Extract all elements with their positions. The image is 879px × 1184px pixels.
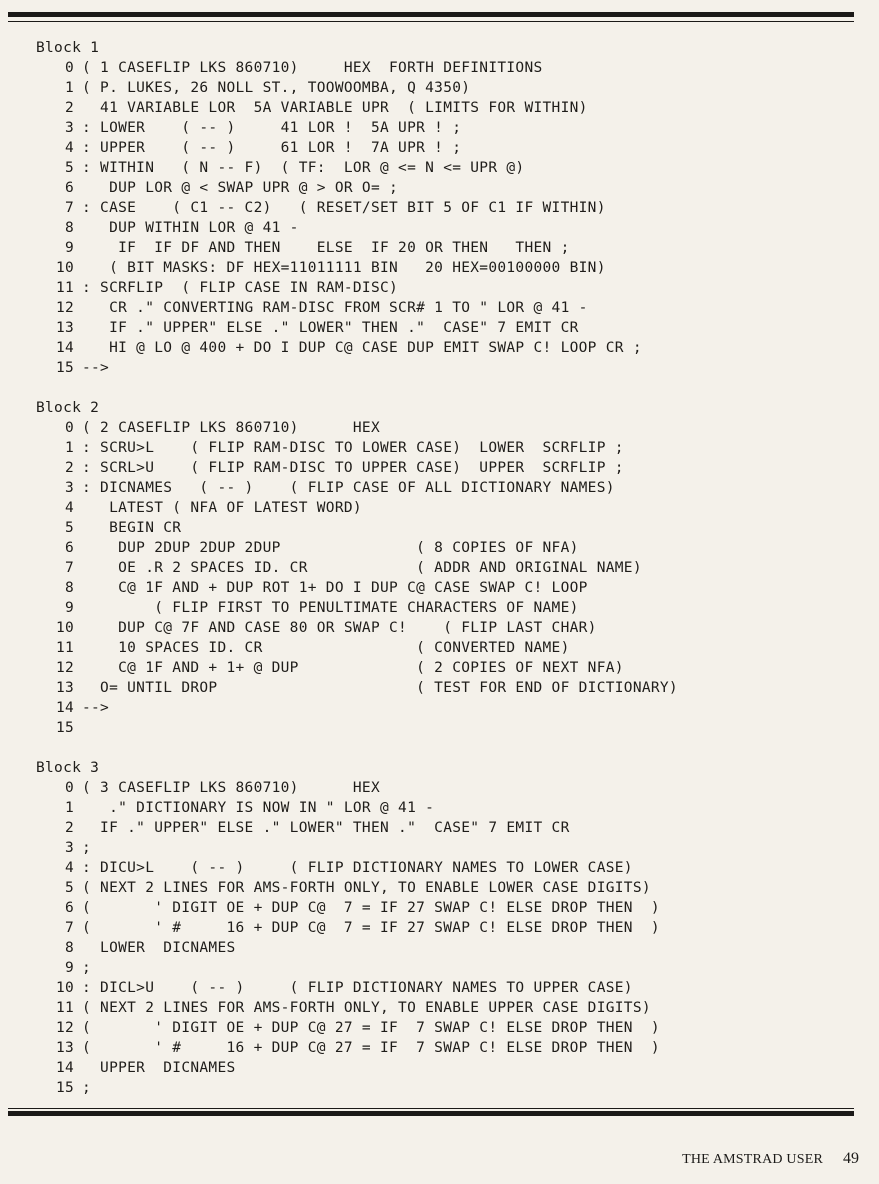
publication-name: THE AMSTRAD USER	[682, 1152, 823, 1167]
line-number: 1	[64, 800, 74, 816]
line-code: : WITHIN ( N -- F) ( TF: LOR @ <= N <= UPR @)	[82, 160, 525, 176]
line-code: : LOWER ( -- ) 41 LOR ! 5A UPR ! ;	[82, 120, 462, 136]
code-line	[36, 1018, 848, 1038]
line-number: 1	[64, 80, 74, 96]
code-line	[36, 318, 848, 338]
code-line	[36, 878, 848, 898]
line-code: BEGIN CR	[82, 520, 182, 536]
line-code: CR ." CONVERTING RAM-DISC FROM SCR# 1 TO " LOR @ 41 -	[82, 300, 588, 316]
line-code: ;	[82, 1080, 92, 1096]
forth-listing	[36, 38, 848, 1098]
line-code	[74, 718, 848, 738]
line-code: C@ 1F AND + DUP ROT 1+ DO I DUP C@ CASE SWAP C! LOOP	[82, 580, 588, 596]
line-code: UPPER DICNAMES	[82, 1060, 236, 1076]
code-line	[36, 698, 848, 718]
line-number: 3	[64, 480, 74, 496]
code-block	[36, 398, 848, 738]
line-code: ( NEXT 2 LINES FOR AMS-FORTH ONLY, TO ENABLE UPPER CASE DIGITS)	[82, 1000, 651, 1016]
code-line	[36, 1038, 848, 1058]
bottom-rule-thin	[8, 1108, 854, 1109]
line-number: 11	[55, 1000, 74, 1016]
code-line	[36, 618, 848, 638]
line-number: 8	[64, 580, 74, 596]
line-number: 0	[64, 60, 74, 76]
line-number: 6	[64, 180, 74, 196]
code-line	[36, 358, 848, 378]
page-number: 49	[843, 1150, 859, 1167]
code-line	[36, 158, 848, 178]
code-line	[36, 218, 848, 238]
line-code: O= UNTIL DROP ( TEST FOR END OF DICTIONARY)	[82, 680, 678, 696]
line-number: 11	[55, 640, 74, 656]
line-code: ( 3 CASEFLIP LKS 860710) HEX	[82, 780, 380, 796]
line-number: 15	[55, 720, 74, 736]
line-number: 13	[55, 320, 74, 336]
line-code: ( ' DIGIT OE + DUP C@ 7 = IF 27 SWAP C! ELSE DROP THEN )	[82, 900, 660, 916]
line-number: 15	[55, 360, 74, 376]
line-code: : DICNAMES ( -- ) ( FLIP CASE OF ALL DICTIONARY NAMES)	[82, 480, 615, 496]
line-code: ( ' # 16 + DUP C@ 7 = IF 27 SWAP C! ELSE DROP THEN )	[82, 920, 660, 936]
line-number: 3	[64, 120, 74, 136]
code-line	[36, 978, 848, 998]
code-line	[36, 778, 848, 798]
line-code: OE .R 2 SPACES ID. CR ( ADDR AND ORIGINAL NAME)	[82, 560, 642, 576]
code-line	[36, 938, 848, 958]
code-line	[36, 598, 848, 618]
line-code: HI @ LO @ 400 + DO I DUP C@ CASE DUP EMIT SWAP C! LOOP CR ;	[82, 340, 642, 356]
code-line	[36, 858, 848, 878]
line-code: : SCRU>L ( FLIP RAM-DISC TO LOWER CASE) LOWER SCRFLIP ;	[82, 440, 624, 456]
code-line	[36, 198, 848, 218]
line-number: 9	[64, 960, 74, 976]
line-code: DUP 2DUP 2DUP 2DUP ( 8 COPIES OF NFA)	[82, 540, 579, 556]
line-code: IF ." UPPER" ELSE ." LOWER" THEN ." CASE" 7 EMIT CR	[82, 820, 570, 836]
line-number: 11	[55, 280, 74, 296]
code-line	[36, 98, 848, 118]
code-line	[36, 718, 848, 738]
line-number: 5	[64, 160, 74, 176]
code-line	[36, 278, 848, 298]
line-code: ;	[82, 840, 92, 856]
block-title: Block 1	[36, 40, 100, 56]
line-number: 4	[64, 500, 74, 516]
line-code: : SCRL>U ( FLIP RAM-DISC TO UPPER CASE) UPPER SCRFLIP ;	[82, 460, 624, 476]
code-line	[36, 998, 848, 1018]
line-number: 10	[55, 620, 74, 636]
code-line	[36, 178, 848, 198]
line-code: ( 1 CASEFLIP LKS 860710) HEX FORTH DEFINITIONS	[82, 60, 543, 76]
line-code: LOWER DICNAMES	[82, 940, 236, 956]
line-number: 5	[64, 880, 74, 896]
code-line	[36, 498, 848, 518]
line-code: : DICL>U ( -- ) ( FLIP DICTIONARY NAMES TO UPPER CASE)	[82, 980, 633, 996]
code-line	[36, 338, 848, 358]
line-code: C@ 1F AND + 1+ @ DUP ( 2 COPIES OF NEXT NFA)	[82, 660, 624, 676]
code-line	[36, 58, 848, 78]
code-line	[36, 238, 848, 258]
line-code: ( ' DIGIT OE + DUP C@ 27 = IF 7 SWAP C! ELSE DROP THEN )	[82, 1020, 660, 1036]
line-code: ." DICTIONARY IS NOW IN " LOR @ 41 -	[82, 800, 435, 816]
line-number: 2	[64, 100, 74, 116]
line-code: 41 VARIABLE LOR 5A VARIABLE UPR ( LIMITS FOR WITHIN)	[82, 100, 588, 116]
code-block	[36, 38, 848, 378]
code-line	[36, 658, 848, 678]
line-number: 12	[55, 660, 74, 676]
line-number: 6	[64, 900, 74, 916]
line-code: ( NEXT 2 LINES FOR AMS-FORTH ONLY, TO ENABLE LOWER CASE DIGITS)	[82, 880, 651, 896]
code-line	[36, 138, 848, 158]
line-code: ( ' # 16 + DUP C@ 27 = IF 7 SWAP C! ELSE DROP THEN )	[82, 1040, 660, 1056]
line-code: ( 2 CASEFLIP LKS 860710) HEX	[82, 420, 380, 436]
code-line	[36, 258, 848, 278]
line-number: 3	[64, 840, 74, 856]
line-code: : UPPER ( -- ) 61 LOR ! 7A UPR ! ;	[82, 140, 462, 156]
line-number: 7	[64, 920, 74, 936]
code-line	[36, 518, 848, 538]
line-code: 10 SPACES ID. CR ( CONVERTED NAME)	[82, 640, 570, 656]
line-number: 12	[55, 1020, 74, 1036]
line-code: IF ." UPPER" ELSE ." LOWER" THEN ." CASE" 7 EMIT CR	[82, 320, 579, 336]
code-line	[36, 798, 848, 818]
line-number: 14	[55, 340, 74, 356]
line-code: : CASE ( C1 -- C2) ( RESET/SET BIT 5 OF C1 IF WITHIN)	[82, 200, 606, 216]
code-line	[36, 558, 848, 578]
code-line	[36, 1078, 848, 1098]
line-number: 2	[64, 460, 74, 476]
line-code: DUP C@ 7F AND CASE 80 OR SWAP C! ( FLIP LAST CHAR)	[82, 620, 597, 636]
code-line	[36, 1058, 848, 1078]
line-number: 0	[64, 420, 74, 436]
line-code: IF IF DF AND THEN ELSE IF 20 OR THEN THEN ;	[82, 240, 570, 256]
code-block	[36, 758, 848, 1098]
page-footer	[682, 1150, 859, 1168]
line-number: 12	[55, 300, 74, 316]
line-number: 8	[64, 940, 74, 956]
code-line	[36, 458, 848, 478]
bottom-rule-thick	[8, 1111, 854, 1116]
line-number: 4	[64, 140, 74, 156]
line-code: -->	[82, 360, 110, 376]
line-number: 7	[64, 200, 74, 216]
line-number: 7	[64, 560, 74, 576]
code-line	[36, 638, 848, 658]
line-number: 2	[64, 820, 74, 836]
line-code: LATEST ( NFA OF LATEST WORD)	[82, 500, 362, 516]
line-number: 5	[64, 520, 74, 536]
code-line	[36, 818, 848, 838]
code-line	[36, 958, 848, 978]
line-number: 10	[55, 980, 74, 996]
code-line	[36, 578, 848, 598]
code-line	[36, 78, 848, 98]
code-line	[36, 678, 848, 698]
code-line	[36, 418, 848, 438]
block-title: Block 2	[36, 400, 100, 416]
line-code: ( FLIP FIRST TO PENULTIMATE CHARACTERS OF NAME)	[82, 600, 579, 616]
line-number: 4	[64, 860, 74, 876]
line-number: 15	[55, 1080, 74, 1096]
line-number: 13	[55, 680, 74, 696]
code-line	[36, 918, 848, 938]
line-code: ( P. LUKES, 26 NOLL ST., TOOWOOMBA, Q 4350)	[82, 80, 471, 96]
line-code: : SCRFLIP ( FLIP CASE IN RAM-DISC)	[82, 280, 399, 296]
code-line	[36, 838, 848, 858]
line-number: 13	[55, 1040, 74, 1056]
code-line	[36, 538, 848, 558]
line-code: ;	[82, 960, 92, 976]
top-rule-thick	[8, 12, 854, 17]
top-rule-thin	[8, 21, 854, 22]
line-number: 14	[55, 1060, 74, 1076]
line-code: : DICU>L ( -- ) ( FLIP DICTIONARY NAMES TO LOWER CASE)	[82, 860, 633, 876]
line-number: 0	[64, 780, 74, 796]
line-number: 14	[55, 700, 74, 716]
line-number: 1	[64, 440, 74, 456]
code-line	[36, 298, 848, 318]
code-line	[36, 898, 848, 918]
line-code: ( BIT MASKS: DF HEX=11011111 BIN 20 HEX=00100000 BIN)	[82, 260, 606, 276]
block-title: Block 3	[36, 760, 100, 776]
line-number: 10	[55, 260, 74, 276]
line-code: DUP LOR @ < SWAP UPR @ > OR O= ;	[82, 180, 399, 196]
line-code: DUP WITHIN LOR @ 41 -	[82, 220, 299, 236]
line-number: 9	[64, 600, 74, 616]
code-line	[36, 438, 848, 458]
code-line	[36, 118, 848, 138]
line-code: -->	[82, 700, 110, 716]
line-number: 6	[64, 540, 74, 556]
line-number: 8	[64, 220, 74, 236]
code-line	[36, 478, 848, 498]
line-number: 9	[64, 240, 74, 256]
